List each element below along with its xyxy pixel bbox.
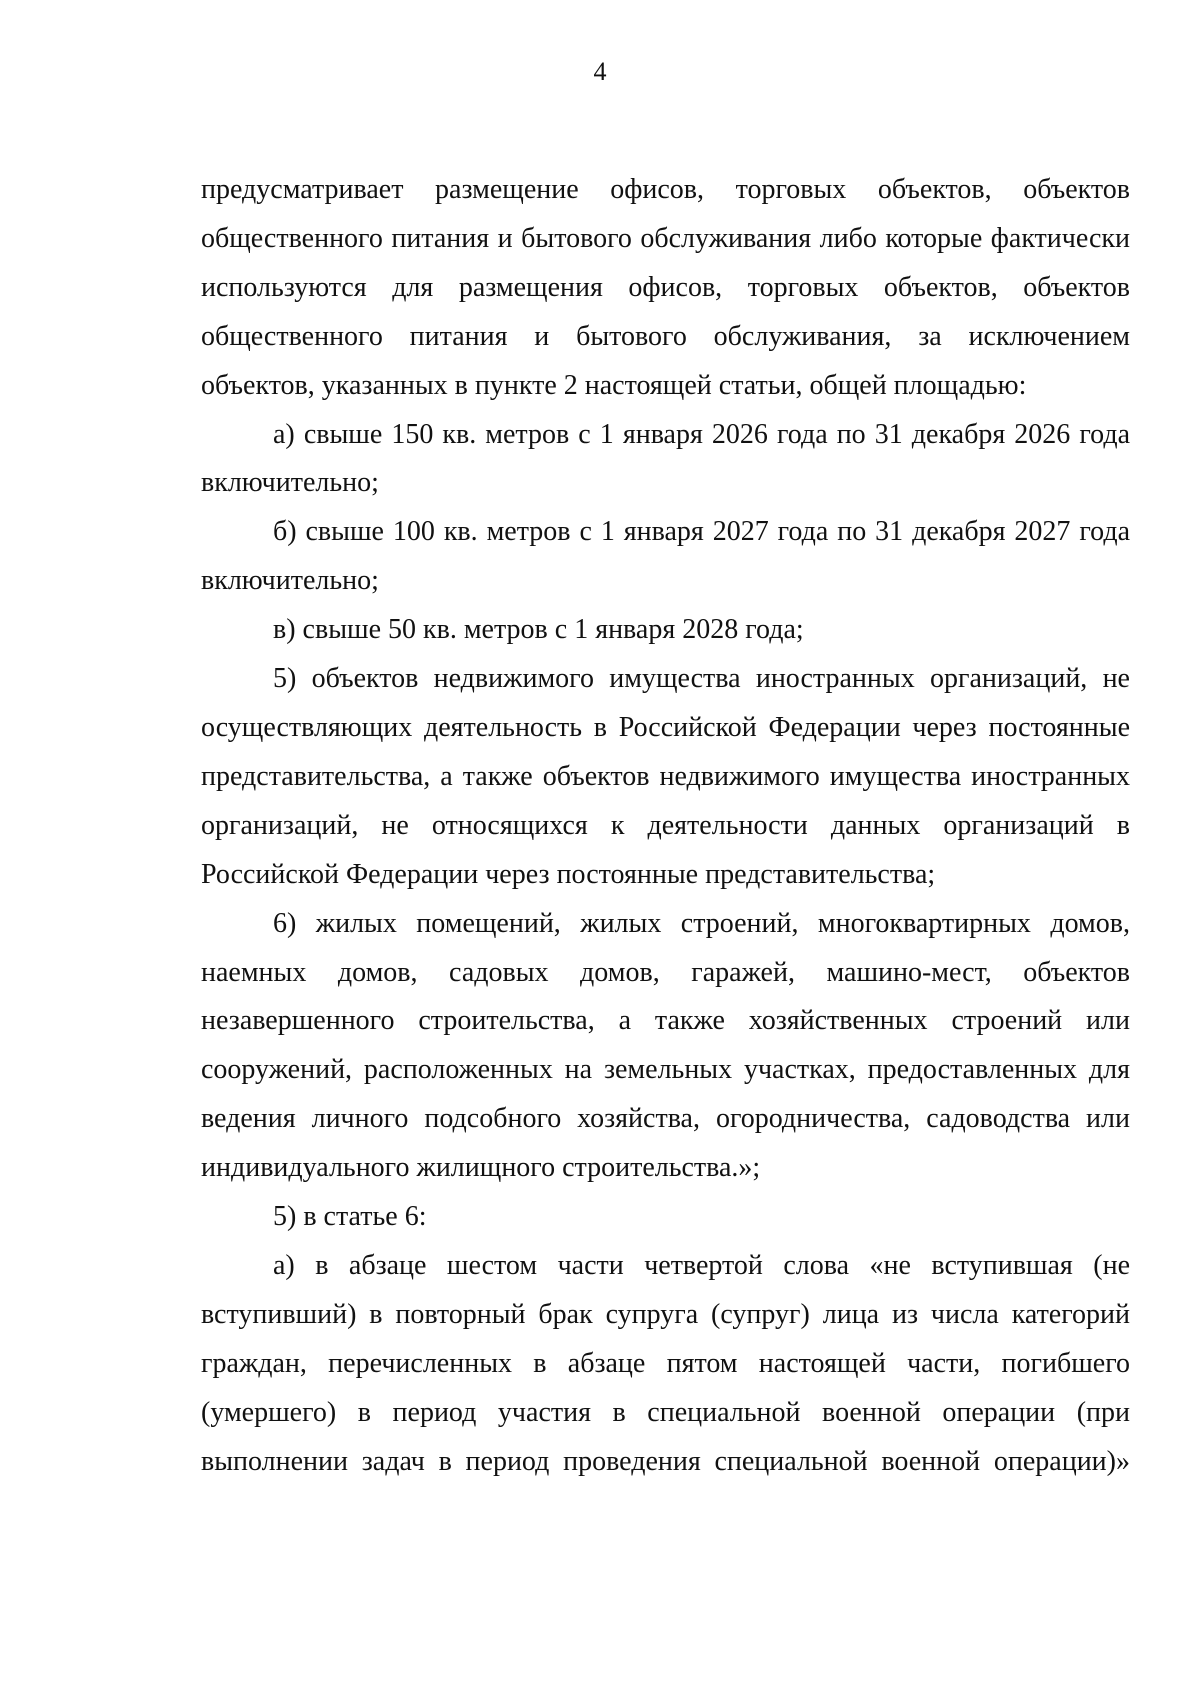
- paragraph-item-6-residential: 6) жилых помещений, жилых строений, многоквартирных домов, наемных домов, садовых домов, гаражей, машино-мест, объектов незавершенного строительства, а также хозяйственных строений или сооружений, расположенных на земельных участках, предоставленных для ведения личного подсобного хозяйства, огородничества, садоводства или индивидуального жилищного строительства.»;: [201, 907, 1130, 1184]
- paragraph-item-v: в) свыше 50 кв. метров с 1 января 2028 года;: [273, 614, 804, 646]
- paragraph-item-b: б) свыше 100 кв. метров с 1 января 2027 года по 31 декабря 2027 года включительно;: [201, 516, 1130, 597]
- paragraph-article-6-item-a: а) в абзаце шестом части четвертой слова «не вступившая (не вступивший) в повторный брак супруга (супруг) лица из числа категорий граждан, перечисленных в абзаце пятом настоящей части, погибшего (умершего) в период участия в специальной военной операции (при выполнении задач в период проведения специальной военной операции)»: [201, 1249, 1130, 1477]
- paragraph-article-6: 5) в статье 6:: [273, 1201, 427, 1233]
- paragraph-continuation: предусматривает размещение офисов, торговых объектов, объектов общественного питания и бытового обслуживания либо которые фактически используются для размещения офисов, торговых объектов, объектов общественного питания и бытового обслуживания, за исключением объектов, указанных в пункте 2 настоящей статьи, общей площадью:: [201, 174, 1130, 401]
- paragraph-item-a: а) свыше 150 кв. метров с 1 января 2026 года по 31 декабря 2026 года включительно;: [201, 418, 1130, 499]
- document-body: [201, 166, 1130, 1486]
- page-number: 4: [593, 57, 607, 86]
- paragraph-item-5-foreign-organizations: 5) объектов недвижимого имущества иностранных организаций, не осуществляющих деятельность в Российской Федерации через постоянные представительства, а также объектов недвижимого имущества иностранных организаций, не относящихся к деятельности данных организаций в Российской Федерации через постоянные представительства;: [201, 663, 1130, 890]
